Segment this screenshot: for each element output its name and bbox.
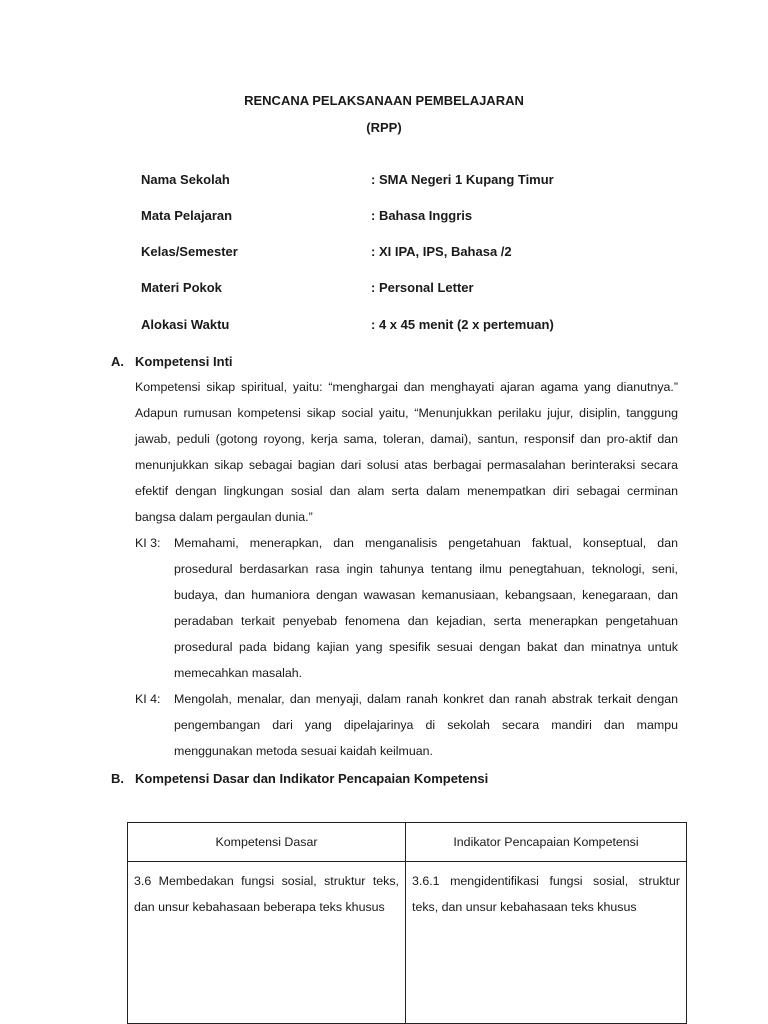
kompetensi-table [127, 822, 687, 1024]
identity-value: : XI IPA, IPS, Bahasa /2 [371, 244, 512, 259]
indikator-cell: 3.6.1 mengidentifikasi fungsi sosial, struktur teks, dan unsur kebahasaan teks khusus [406, 862, 687, 1024]
column-header: Indikator Pencapaian Kompetensi [406, 823, 687, 862]
section-marker: B. [111, 771, 124, 786]
identity-label: Mata Pelajaran [141, 208, 233, 223]
identity-row [141, 208, 661, 228]
ki4-marker: KI 4: [135, 692, 161, 706]
section-title: Kompetensi Inti [135, 354, 233, 369]
identity-row [141, 244, 661, 264]
document-subtitle: (RPP) [366, 120, 402, 135]
document-title: RENCANA PELAKSANAAN PEMBELAJARAN [244, 93, 524, 108]
ki3-marker: KI 3: [135, 536, 161, 550]
kompetensi-inti-paragraph: Kompetensi sikap spiritual, yaitu: “menghargai dan menghayati ajaran agama yang dianutnya.” Adapun rumusan kompetensi sikap social yaitu, “Menunjukkan perilaku jujur, disiplin, tanggung jawab, peduli (gotong royong, kerja sama, toleran, damai), santun, responsif dan pro-aktif dan menunjukkan sikap sebagai bagian dari solusi atas berbagai permasalahan berinteraksi secara efektif dengan lingkungan sosial dan alam serta dalam menempatkan diri sebagai cerminan bangsa dalam pergaulan dunia.” [135, 380, 678, 524]
identity-value: : Personal Letter [371, 280, 474, 295]
identity-value: : Bahasa Inggris [371, 208, 473, 223]
table-header-row [128, 823, 687, 862]
identity-value: : SMA Negeri 1 Kupang Timur [371, 172, 554, 187]
identity-row [141, 317, 661, 337]
section-title: Kompetensi Dasar dan Indikator Pencapaian Kompetensi [135, 771, 489, 786]
column-header: Kompetensi Dasar [128, 823, 406, 862]
identity-label: Alokasi Waktu [141, 317, 230, 332]
section-marker: A. [111, 354, 124, 369]
ki4-item [135, 686, 678, 764]
ki3-item [135, 530, 678, 686]
identity-value: : 4 x 45 menit (2 x pertemuan) [371, 317, 554, 332]
ki3-text: Memahami, menerapkan, dan menganalisis pengetahuan faktual, konseptual, dan prosedural berdasarkan rasa ingin tahunya tentang ilmu penegtahuan, teknologi, seni, budaya, dan humaniora dengan wawasan kemanusiaan, kebangsaan, kenegaraan, dan peradaban terkait penyebab fenomena dan kejadian, serta menerapkan pengetahuan prosedural pada bidang kajian yang spesifik sesuai dengan bakat dan minatnya untuk memecahkan masalah. [174, 536, 678, 680]
identity-row [141, 280, 661, 300]
identity-label: Nama Sekolah [141, 172, 230, 187]
table-row [128, 862, 687, 1024]
identity-row [141, 172, 661, 192]
kompetensi-dasar-cell: 3.6 Membedakan fungsi sosial, struktur teks, dan unsur kebahasaan beberapa teks khusus [128, 862, 406, 1024]
ki4-text: Mengolah, menalar, dan menyaji, dalam ranah konkret dan ranah abstrak terkait dengan pengembangan dari yang dipelajarinya di sekolah secara mandiri dan mampu menggunakan metoda sesuai kaidah keilmuan. [174, 692, 678, 758]
identity-label: Kelas/Semester [141, 244, 238, 259]
identity-label: Materi Pokok [141, 280, 222, 295]
